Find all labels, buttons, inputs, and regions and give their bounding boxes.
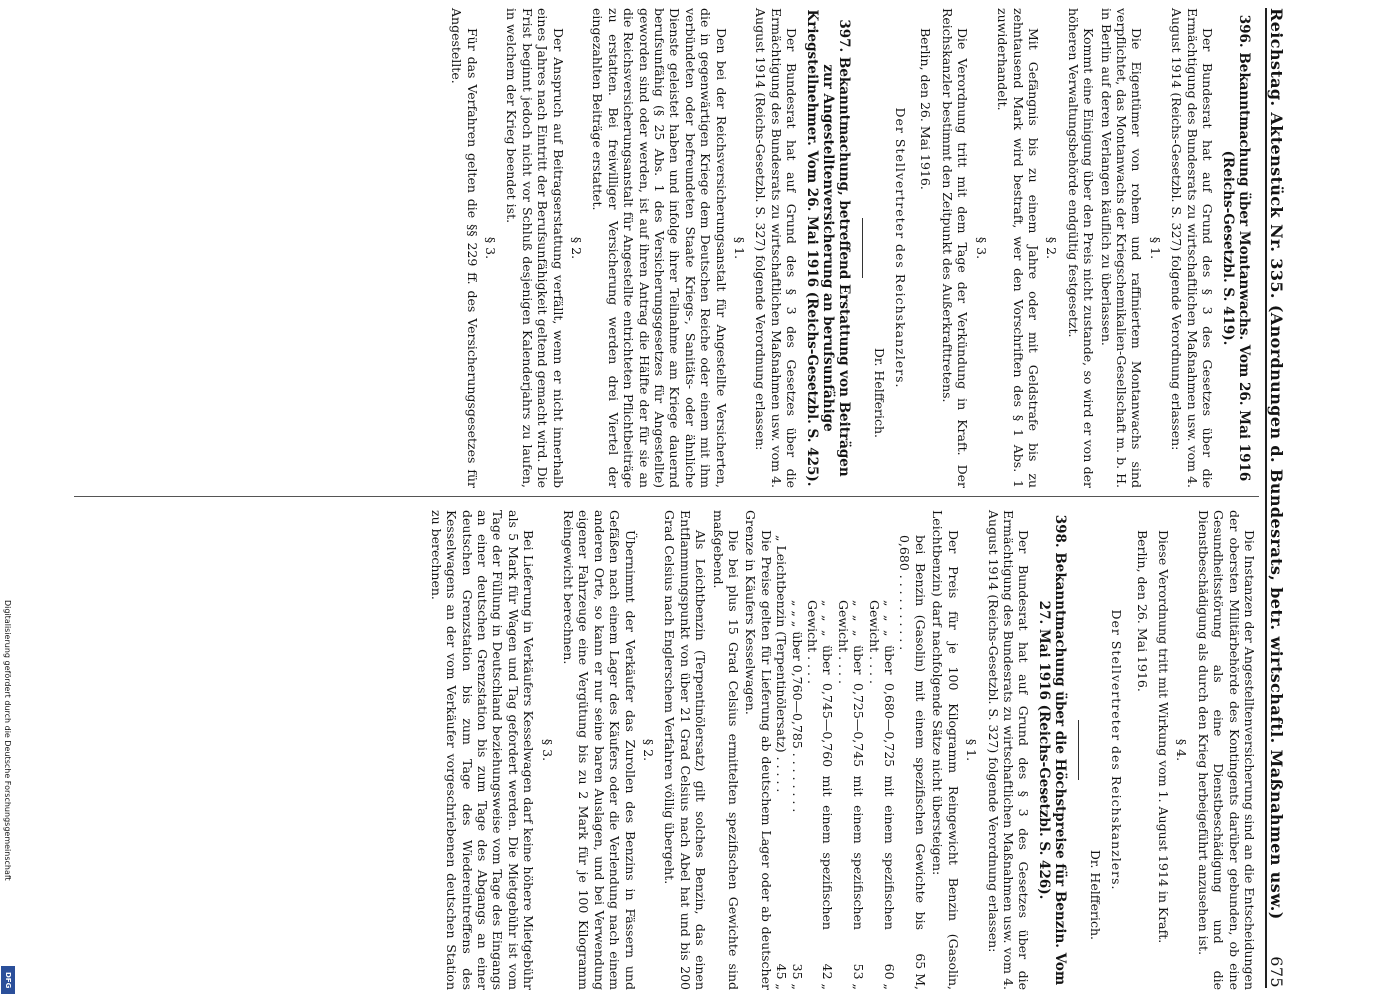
price-table bbox=[774, 510, 928, 990]
price-row-value: 42 „ bbox=[820, 963, 836, 990]
section-396-2: § 2. bbox=[1044, 236, 1060, 260]
separator-rule bbox=[1078, 720, 1079, 780]
price-row-label: bei Benzin (Gasolin) mit einem spezifischen Gewichte bis 0,680 . . . . . . . . . . bbox=[897, 535, 928, 930]
column-right bbox=[426, 510, 1257, 990]
dfg-logo-text: DFG bbox=[4, 972, 12, 989]
intro-398: Der Bundesrat hat auf Grund des § 3 des Gesetzes über die Ermächtigung des Bundesrats zu wirtschaftlichen Maßnahmen usw. vom 4. August 1914 (Reichs-Gesetzbl. S. 327) folgende Verordnung erlassen: bbox=[985, 510, 1032, 990]
price-row-value: 65 M, bbox=[912, 953, 928, 990]
section-396-1: § 1. bbox=[1147, 236, 1163, 260]
para-397-2: Der Anspruch auf Beitragserstattung verfällt, wenn er nicht innerhalb eines Jahres nach Eintritt der Berufsunfähigkeit geltend gemacht wird. Die Frist beginnt jedoch nicht vor Schluß desjenigen Kalenderjahrs zu laufen, in welchem der Krieg beendet ist. bbox=[504, 8, 566, 488]
section-398-1: § 1. bbox=[964, 738, 980, 762]
intro-397: Der Bundesrat hat auf Grund des § 3 des Gesetzes über die Ermächtigung des Bundesrats zu wirtschaftlichen Maßnahmen usw. vom 4. August 1914 (Reichs-Gesetzbl. S. 327) folgende Verordnung erlassen: bbox=[753, 8, 800, 488]
price-row bbox=[774, 510, 789, 990]
column-left bbox=[447, 8, 1257, 488]
date-397: Berlin, den 26. Mai 1916. bbox=[1134, 530, 1150, 692]
dfg-credit-text: Digitalisierung gefördert durch die Deutsche Forschungsgemeinschaft bbox=[3, 600, 12, 881]
date-396: Berlin, den 26. Mai 1916. bbox=[918, 28, 934, 190]
para-398-2: Übernimmt der Verkäufer das Zurollen des Benzins in Fässern und Gefäßen nach einem Lager des Käufers oder die Verlendung nach einem anderen Orte, so kann er nur seine baren Auslagen, und bei Verwendung eigener Fahrzeuge eine Vergütung bis zu 2 Mark für je 100 Kilogramm Reingewicht berechnen. bbox=[560, 510, 638, 990]
section-397-1: § 1. bbox=[732, 236, 748, 260]
para-397-cont: Die Instanzen der Angestelltenversicherung sind an die Entscheidungen der obersten Militärbehörde des Kontingents darüber gebunden, ob eine Gesundheitsstörung als eine Dienstbeschädigung und die Dienstbeschädigung als durch den Krieg herbeigeführt anzusehen ist. bbox=[1195, 510, 1257, 990]
heading-397: 397. Bekanntmachung, betreffend Erstattung von Beiträgen zur Angestelltenversicherung an berufsunfähige Kriegsteilnehmer. Vom 26. Mai 1916 (Reichs-Gesetzbl. S. 425). bbox=[804, 9, 853, 487]
para-396-2: Mit Gefängnis bis zu einem Jahre oder mit Geldstrafe bis zu zehntausend Mark wird bestraft, wer den Vorschriften des § 1 Abs. 1 zuwiderhandelt. bbox=[995, 8, 1041, 488]
price-row-value: 35 „ bbox=[789, 963, 805, 990]
price-row-label: „ „ „ über 0,760—0,785 . . . . . . . . bbox=[789, 600, 805, 813]
para-398-1c: Die bei plus 15 Grad Celsius ermittelten spezifischen Gewichte sind maßgebend. bbox=[710, 510, 742, 990]
signature-396: Dr. Helfferich. bbox=[871, 347, 887, 438]
price-row-value: 53 „ bbox=[851, 963, 867, 990]
para-397-3: Für das Verfahren gelten die §§ 229 ff. des Versicherungsgesetzes für Angestellte. bbox=[449, 8, 480, 488]
price-row-label: „ Leichtbenzin (Terpentinölersatz) . . . . . bbox=[774, 535, 790, 793]
price-row bbox=[835, 510, 866, 990]
price-row-value: 45 „ bbox=[774, 963, 790, 990]
dfg-credit bbox=[2, 600, 14, 996]
para-397-4: Diese Verordnung tritt mit Wirkung vom 1. August 1914 in Kraft. bbox=[1155, 530, 1171, 944]
price-row bbox=[789, 510, 804, 990]
price-row bbox=[805, 510, 836, 990]
dfg-logo bbox=[1, 966, 15, 994]
document-page bbox=[45, 0, 1295, 1000]
running-header bbox=[1265, 8, 1293, 988]
column-divider bbox=[74, 496, 1259, 497]
signature-397: Dr. Helfferich. bbox=[1087, 849, 1103, 940]
intro-396: Der Bundesrat hat auf Grund des § 3 des Gesetzes über die Ermächtigung des Bundesrats zu wirtschaftlichen Maßnahmen usw. vom 4. August 1914 (Reichs-Gesetzbl. S. 327) folgende Verordnung erlassen: bbox=[1169, 8, 1215, 488]
page-number: 675 bbox=[1267, 956, 1287, 988]
representative-396: Der Stellvertreter des Reichskanzlers. bbox=[893, 107, 909, 389]
price-row-label: „ „ „ über 0,745—0,760 mit einem spezifischen Gewicht . . . . bbox=[805, 600, 836, 930]
price-row bbox=[897, 510, 928, 990]
section-398-3: § 3. bbox=[539, 738, 555, 762]
para-396-3: Die Verordnung tritt mit dem Tage der Verkündung in Kraft. Der Reichskanzler bestimmt den Zeitpunkt des Außerkrafttretens. bbox=[939, 8, 971, 488]
section-396-3: § 3. bbox=[973, 236, 989, 260]
price-row-value: 60 „ bbox=[882, 963, 898, 990]
section-398-2: § 2. bbox=[641, 738, 656, 762]
section-397-2: § 2. bbox=[569, 236, 584, 260]
section-397-4: § 4. bbox=[1174, 738, 1190, 762]
heading-398: 398. Bekanntmachung über die Höchstpreise für Benzin. Vom 27. Mai 1916 (Reichs-Gesetzbl. S. 426). bbox=[1036, 514, 1069, 986]
para-398-1: Der Preis für je 100 Kilogramm Reingewicht Benzin (Gasolin, Leichtbenzin) darf nachfolgende Sätze nicht übersteigen: bbox=[930, 510, 961, 990]
section-397-3: § 3. bbox=[482, 236, 498, 260]
heading-396: 396. Bekanntmachung über Montanwachs. Vom 26. Mai 1916 (Reichs-Gesetzbl. S. 419). bbox=[1220, 14, 1252, 482]
para-396-1b: Kommt eine Einigung über den Preis nicht zustande, so wird er von der höheren Verwaltungsbehörde endgültig festgesetzt. bbox=[1065, 8, 1097, 488]
para-397-1: Den bei der Reichsversicherungsanstalt für Angestellte Versicherten, die in gegenwärtigen Kriege dem Deutschen Reiche oder einem mit ihm verbündeten oder befreundeten Staate Kriegs-, Sanitäts- oder ähnliche Dienste geleistet haben und infolge ihrer Teilnahme am Kriege dauernd berufsunfähig (§ 25 Abs. 1 des Versicherungsgesetzes für Angestellte) geworden sind oder werden, ist auf ihren Antrag die Hälfte der für sie an die Reichsversicherungsanstalt für Angestellte entrichteten Pflichtbeiträge zu erstatten. Bei freiwilliger Versicherung werden drei Viertel der eingezahlten Beiträge erstattet. bbox=[590, 8, 729, 488]
price-row-label: „ „ „ über 0,680—0,725 mit einem spezifischen Gewicht . . . . bbox=[866, 600, 898, 930]
separator-rule bbox=[862, 218, 863, 278]
price-row bbox=[866, 510, 897, 990]
para-398-1d: Als Leichtbenzin (Terpentinölersatz) gilt solches Benzin, das einen Entflammungspunkt von über 21 Grad Celsius nach Abel hat und bis 200 Grad Celsius nach Englerschem Verfahren völlig übergeht. bbox=[662, 510, 709, 990]
para-396-1: Die Eigentümer von rohem und raffiniertem Montanwachs sind verpflichtet, das Montanwachs der Kriegschemikalien-Gesellschaft m. b. H. in Berlin auf deren Verlangen käuflich zu überlassen. bbox=[1098, 8, 1145, 488]
price-row-label: „ „ „ über 0,725—0,745 mit einem spezifischen Gewicht . . . . bbox=[835, 600, 867, 930]
para-398-1b: Die Preise gelten für Lieferung ab deutschem Lager oder ab deutscher Grenze in Käufers Kesselwagen. bbox=[743, 510, 774, 990]
para-398-3: Bei Lieferung in Verkäufers Kesselwagen darf keine höhere Mietgebühr als 5 Mark für Wagen und Tag gefordert werden. Die Mietgebühr ist vom Tage der Füllung in Deutschland beziehungsweise vom Tage des Eingangs an einer deutschen Grenzstation bis zum Tage des Abgangs an einer deutschen Grenzstation bis zum Tage des Wiedereintreffens des Kesselwagens an der vom Verkäufer vorgeschriebenen deutschen Station zu berechnen. bbox=[428, 510, 537, 990]
header-title: Reichstag. Aktenstück Nr. 335. (Anordnungen d. Bundesrats, betr. wirtschaftl. Maßnahmen usw.) bbox=[1267, 8, 1287, 920]
representative-397: Der Stellvertreter des Reichskanzlers. bbox=[1109, 609, 1125, 891]
